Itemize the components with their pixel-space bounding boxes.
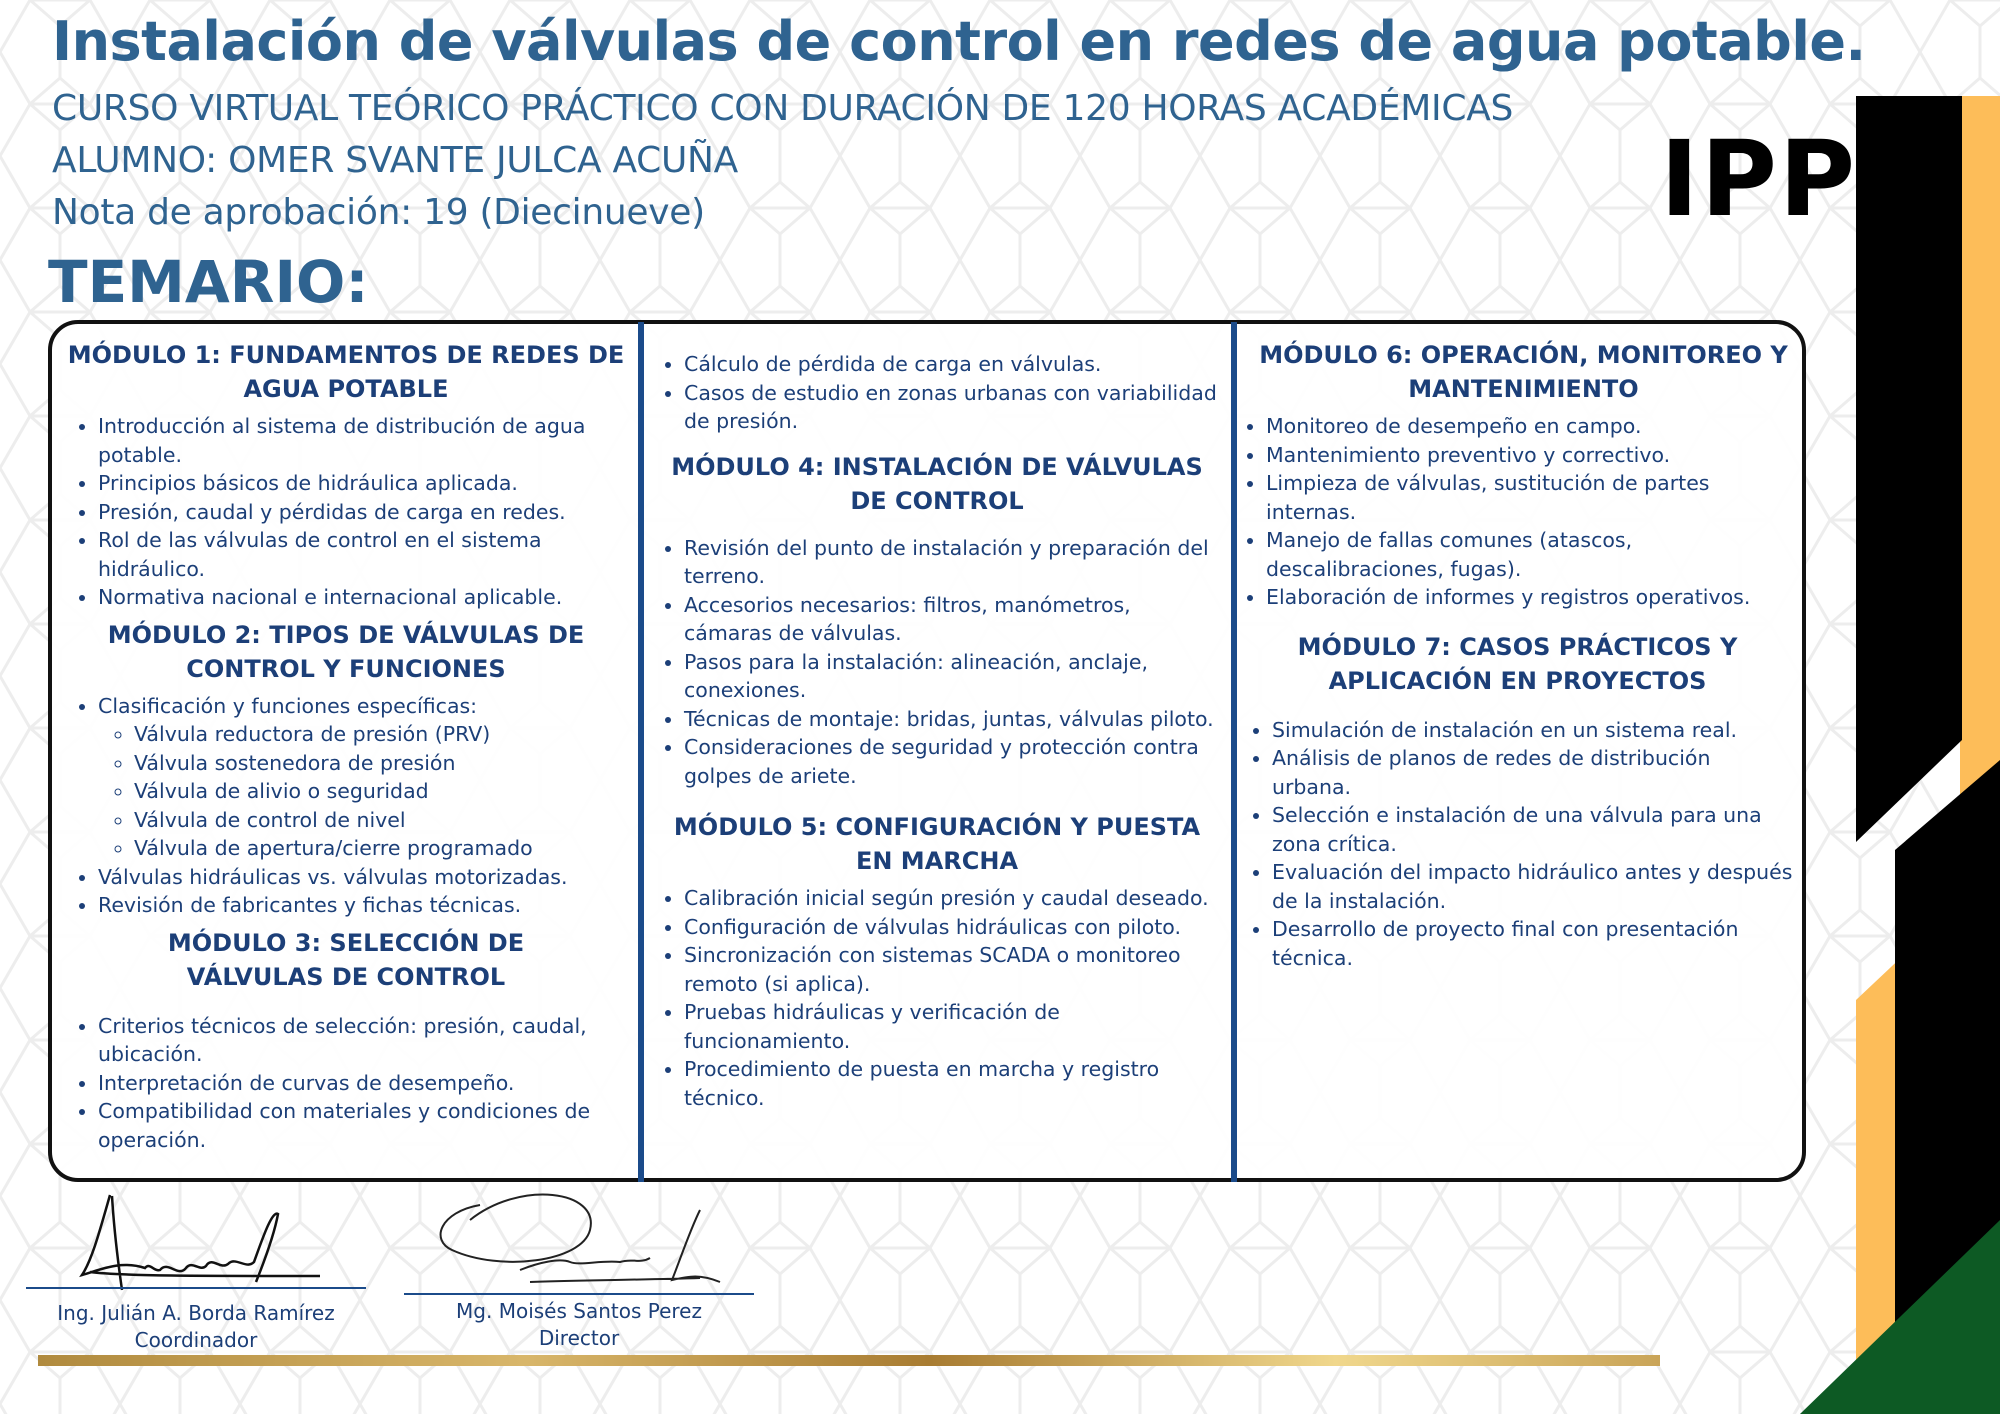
- list-item: • Revisión de fabricantes y fichas técnicas.: [98, 891, 626, 920]
- list-item: • Elaboración de informes y registros operativos.: [1266, 583, 1795, 612]
- list-item-text: Clasificación y funciones específicas:: [98, 693, 478, 718]
- list-item: • Introducción al sistema de distribución de agua potable.: [98, 412, 626, 469]
- module-3-list: [66, 1012, 626, 1155]
- module-6-list: [1240, 412, 1795, 612]
- list-item: • Manejo de fallas comunes (atascos, descalibraciones, fugas).: [1266, 526, 1795, 583]
- list-item: • Calibración inicial según presión y caudal deseado.: [684, 884, 1222, 913]
- list-item: • Limpieza de válvulas, sustitución de partes internas.: [1266, 469, 1795, 526]
- list-item: • Desarrollo de proyecto final con presentación técnica.: [1272, 915, 1795, 972]
- module-3-title: MÓDULO 3: SELECCIÓN DE VÁLVULAS DE CONTROL: [167, 928, 525, 991]
- list-item: • Consideraciones de seguridad y protección contra golpes de ariete.: [684, 733, 1222, 790]
- list-item: [98, 692, 626, 863]
- module-5-list: [652, 884, 1222, 1112]
- director-name: Mg. Moisés Santos Perez: [456, 1299, 702, 1323]
- module-2-list: [66, 692, 626, 920]
- list-item: • Casos de estudio en zonas urbanas con variabilidad de presión.: [684, 379, 1222, 436]
- module-3-list-continued: [652, 350, 1222, 436]
- list-item: • Procedimiento de puesta en marcha y registro técnico.: [684, 1055, 1222, 1112]
- list-item: • Normativa nacional e internacional aplicable.: [98, 583, 626, 612]
- list-item: • Criterios técnicos de selección: presión, caudal, ubicación.: [98, 1012, 626, 1069]
- list-item: • Pasos para la instalación: alineación, anclaje, conexiones.: [684, 648, 1222, 705]
- module-2-title: MÓDULO 2: TIPOS DE VÁLVULAS DE CONTROL Y FUNCIONES: [107, 620, 585, 683]
- module-5-title: MÓDULO 5: CONFIGURACIÓN Y PUESTA EN MARCHA: [673, 813, 1201, 875]
- list-item: • Principios básicos de hidráulica aplicada.: [98, 469, 626, 498]
- column-divider: [638, 322, 644, 1182]
- gold-bar: [38, 1355, 1660, 1366]
- list-item: • Análisis de planos de redes de distribución urbana.: [1272, 744, 1795, 801]
- list-item: • Revisión del punto de instalación y preparación del terreno.: [684, 534, 1222, 591]
- list-item: • Válvulas hidráulicas vs. válvulas motorizadas.: [98, 863, 626, 892]
- list-item: • Mantenimiento preventivo y correctivo.: [1266, 441, 1795, 470]
- certificate-title: Instalación de válvulas de control en redes de agua potable.: [52, 10, 1866, 73]
- list-item: • Técnicas de montaje: bridas, juntas, válvulas piloto.: [684, 705, 1222, 734]
- column-1: [66, 338, 626, 1160]
- list-item: • Configuración de válvulas hidráulicas con piloto.: [684, 913, 1222, 942]
- module-6-title: MÓDULO 6: OPERACIÓN, MONITOREO Y MANTENIMIENTO: [1259, 341, 1788, 403]
- module-4-title: MÓDULO 4: INSTALACIÓN DE VÁLVULAS DE CONTROL: [671, 452, 1203, 515]
- module-4-list: [652, 534, 1222, 791]
- column-divider: [1231, 322, 1237, 1182]
- sub-list-item: ◦ Válvula sostenedora de presión: [134, 749, 626, 778]
- list-item: • Compatibilidad con materiales y condiciones de operación.: [98, 1097, 626, 1154]
- list-item: • Presión, caudal y pérdidas de carga en redes.: [98, 498, 626, 527]
- list-item: • Sincronización con sistemas SCADA o monitoreo remoto (si aplica).: [684, 941, 1222, 998]
- signature-line: [404, 1293, 754, 1295]
- sub-list-item: ◦ Válvula de apertura/cierre programado: [134, 834, 626, 863]
- director-role: Director: [538, 1326, 620, 1350]
- list-item: • Accesorios necesarios: filtros, manómetros, cámaras de válvulas.: [684, 591, 1222, 648]
- coordinator-name: Ing. Julián A. Borda Ramírez: [57, 1301, 335, 1325]
- list-item: • Monitoreo de desempeño en campo.: [1266, 412, 1795, 441]
- list-item: • Selección e instalación de una válvula para una zona crítica.: [1272, 801, 1795, 858]
- temario-heading: TEMARIO:: [48, 248, 369, 316]
- signature-line: [26, 1287, 366, 1289]
- list-item: • Simulación de instalación en un sistema real.: [1272, 716, 1795, 745]
- sub-list-item: ◦ Válvula de alivio o seguridad: [134, 777, 626, 806]
- sub-list-item: ◦ Válvula de control de nivel: [134, 806, 626, 835]
- sub-list-item: ◦ Válvula reductora de presión (PRV): [134, 720, 626, 749]
- column-3: [1240, 338, 1795, 978]
- module-7-title: MÓDULO 7: CASOS PRÁCTICOS Y APLICACIÓN EN PROYECTOS: [1297, 632, 1738, 695]
- list-item: • Evaluación del impacto hidráulico antes y después de la instalación.: [1272, 858, 1795, 915]
- module-1-title: MÓDULO 1: FUNDAMENTOS DE REDES DE AGUA POTABLE: [67, 341, 625, 403]
- student-line: ALUMNO: OMER SVANTE JULCA ACUÑA: [52, 140, 738, 181]
- list-item: • Pruebas hidráulicas y verificación de funcionamiento.: [684, 998, 1222, 1055]
- module-7-list: [1240, 716, 1795, 973]
- column-2: [652, 350, 1222, 1118]
- course-line: CURSO VIRTUAL TEÓRICO PRÁCTICO CON DURACIÓN DE 120 HORAS ACADÉMICAS: [52, 88, 1514, 129]
- director-signature-block: [404, 1298, 754, 1352]
- list-item: • Cálculo de pérdida de carga en válvulas.: [684, 350, 1222, 379]
- coordinator-signature-block: [26, 1300, 366, 1354]
- list-item: • Rol de las válvulas de control en el sistema hidráulico.: [98, 526, 626, 583]
- grade-line: Nota de aprobación: 19 (Diecinueve): [52, 192, 705, 233]
- module-2-sublist: [98, 720, 626, 863]
- list-item: • Interpretación de curvas de desempeño.: [98, 1069, 626, 1098]
- ipp-logo: IPP: [1660, 118, 1858, 240]
- module-1-list: [66, 412, 626, 612]
- coordinator-role: Coordinador: [134, 1328, 258, 1352]
